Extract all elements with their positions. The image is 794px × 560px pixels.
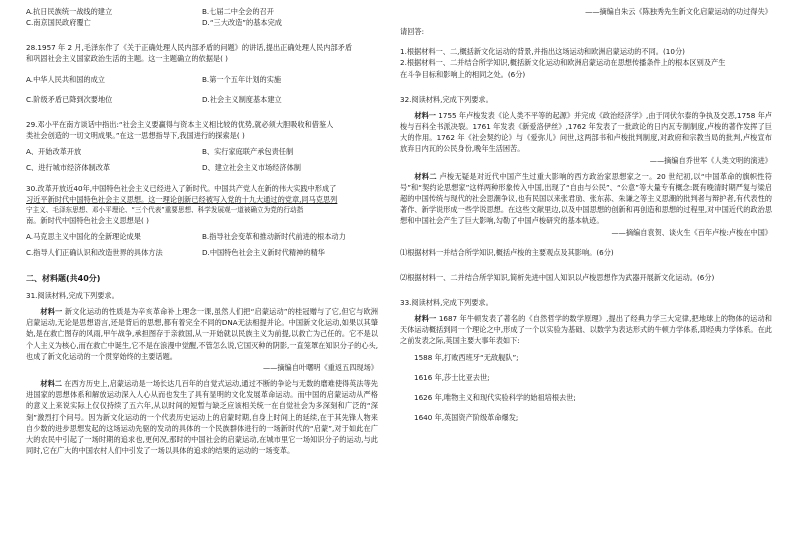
q31-ask-label: 请回答:: [400, 27, 424, 37]
q31-material-1-label: 材料一: [40, 307, 63, 317]
q32-question-1: ⑴根据材料一并结合所学知识,概括卢梭的主要观点及其影响。(6分): [400, 247, 614, 257]
q32-material-2: [400, 171, 772, 227]
q32-source-2: ——摘编自袁贺、谈火生《百年卢梭:卢梭在中国》: [611, 227, 772, 237]
q27-option-d[interactable]: D.“三大改造”的基本完成: [202, 18, 282, 28]
q33-event-item: 1616 年,莎士比亚去世;: [414, 372, 490, 382]
q28-option-a[interactable]: A.中华人民共和国的成立: [26, 74, 105, 84]
q28-option-d[interactable]: D.社会主义制度基本建立: [202, 94, 282, 104]
q31-question-1: 1.根据材料一、二,概括新文化运动的背景,并指出这场运动和欧洲启蒙运动的不同。(10分): [400, 47, 685, 57]
q28-stem-line1: 28.1957 年 2 月,毛泽东作了《关于正确处理人民内部矛盾的问题》的讲话,提出正确处理人民内部矛盾: [26, 43, 353, 53]
left-column: [26, 6, 378, 558]
q28-options-row2: [26, 94, 378, 105]
q30-option-a[interactable]: A.马克思主义中国化的全新理论成果: [26, 232, 141, 242]
section-heading-materials: 二、材料题(共40分): [26, 273, 101, 283]
q29-stem-line1: 29.邓小平在南方谈话中指出:“社会主义要赢得与资本主义相比较的优势,就必须大胆吸收和借鉴人: [26, 119, 334, 129]
q28-stem-line2: 和巩固社会主义国家政治生活的主题。这一主题确立的依据是( ): [26, 54, 228, 64]
q30-stem-line2: 习近平新时代中国特色社会主义思想。这一理论创新已经被写入党的十九大通过的党章,同马克思列: [26, 194, 338, 204]
q30-options-row1: [26, 231, 378, 242]
q31-title: 31.阅读材料,完成下列要求。: [26, 290, 119, 300]
q29-stem-line2: 类社会创造的一切文明成果。”在这一思想指导下,我国进行的探索是( ): [26, 131, 245, 141]
q33-event-item: 1626 年,唯物主义和现代实验科学的始祖培根去世;: [414, 392, 576, 402]
q28-option-b[interactable]: B.第一个五年计划的实施: [202, 74, 282, 84]
q27-options-row2: [26, 17, 378, 28]
q27-options-row1: [26, 6, 378, 17]
q29-option-b[interactable]: B、实行家庭联产承包责任制: [202, 147, 294, 157]
q27-option-a[interactable]: A.抗日民族统一战线的建立: [26, 7, 113, 16]
q31-material-1-text: 新文化运动的性质是为辛亥革命补上理念一课,虽然人们把“启蒙运动”的桂冠赠与了它,但它与欧洲启蒙运动,无论是思想语言,还是背后的思想,都有着完全不同的DNA无法相提并论。中国新文化运动,如果以其肇始,是在救亡图存的风雨,甲午战争,承担图存于亲救国,从一开始就以民族主义为前提,以救亡为己任的。它不是以个人主义为核心,而在救亡中诞生,它不是在浪漫中觉醒,不管怎么说,它国灭种的阴影,一直笼罩在知识分子的心头,也成了新文化运动的一个贯穿始终的主要话题。: [26, 307, 378, 361]
q31-material-2: [26, 378, 378, 456]
q30-stem-line4: 南。新时代中国特色社会主义思想是( ): [26, 216, 149, 226]
q30-option-b[interactable]: B.指导社会变革和推动新时代前进的根本动力: [202, 232, 346, 242]
q31-material-1: [26, 306, 378, 362]
q29-options-row1: [26, 146, 378, 157]
q31-material-2-label: 材料二: [40, 379, 62, 389]
q29-options-row2: [26, 162, 378, 173]
q33-event-item: 1640 年,英国资产阶级革命爆发;: [414, 413, 519, 423]
q28-option-c[interactable]: C.阶级矛盾已降到次要地位: [26, 94, 113, 104]
q30-option-d[interactable]: D.中国特色社会主义新时代精神的精华: [202, 248, 325, 258]
q33-material-1: [400, 313, 772, 346]
q29-option-c[interactable]: C、进行城市经济体制改革: [26, 163, 111, 173]
q28-options-row1: [26, 74, 378, 85]
q29-option-d[interactable]: D、建立社会主义市场经济体制: [202, 163, 301, 173]
q32-material-2-text: 卢梭无疑是对近代中国产生过重大影响的西方政治家思想家之一。20 世纪初,以“中国革命的旗帜性符号”和“契约论思想家”这样两种形象传入中国,出现了“自由与公民”、“公意”等大量专有概念:既有晚清时期严复与梁启超的中国传统与现代的社会思潮争议,也有民国以来张君劢、张东荪、朱谦之等主义思潮的批判者与辩护者,有代表性的著作、新学说形成一些学说思想。在这些文献里边,以及中国思想的创新和再创造和思想的过程里,对中国近代的政治思想和中国社会产生了巨大影响,勾勒了中国卢梭研究的基本轨迹。: [400, 171, 772, 226]
q32-question-2: ⑵根据材料一、二并结合所学知识,简析先进中国人知识以卢梭思想作为武器开展新文化运动。(6分): [400, 272, 715, 282]
q27-option-b[interactable]: B.七届二中全会的召开: [202, 7, 274, 16]
q31-question-2-line2: 在斗争目标和影响上的相同之处。(6分): [400, 69, 526, 79]
q32-title: 32.阅读材料,完成下列要求。: [400, 94, 493, 104]
q32-source-1: ——摘编自乔世军《人类文明的演进》: [649, 155, 772, 165]
q33-material-1-text: 1687 年牛顿发表了著名的《自然哲学的数学原理》,提出了经典力学三大定律,把地球上的物体的运动和天体运动概括到同一个理论之中,形成了一个以实验为基础、以数学为表达形式的牛顿力学体系,即经典力学体系。在此之前发表之际,英国主要大事年表如下:: [400, 314, 772, 346]
q33-material-1-label: 材料一: [414, 314, 437, 324]
q33-title: 33.阅读材料,完成下列要求。: [400, 297, 493, 307]
q27-option-c[interactable]: C.南京国民政府覆亡: [26, 18, 91, 28]
q30-stem-line3: 宁主义、毛泽东思想、邓小平理论、“三个代表”重要思想、科学发展观一道被确立为党的行动指: [26, 205, 304, 214]
q33-event-item: 1588 年,打败西班牙“无敌舰队”;: [414, 352, 519, 362]
q30-options-row2: [26, 247, 378, 258]
q29-option-a[interactable]: A、开始改革开放: [26, 147, 82, 157]
q31-source-1: ——摘编自叶曙明《重返五四现场》: [262, 362, 378, 372]
q30-stem-line1: 30.改革开放近40年,中国特色社会主义已经进入了新时代。中国共产党人在新的伟大实践中形成了: [26, 183, 337, 193]
q31-question-2-line1: 2.根据材料一、二并结合所学知识,概括新文化运动和欧洲启蒙运动在思想传播条件上的根本区别及产生: [400, 58, 726, 68]
q32-material-1-text: 1755 年卢梭发表《论人类不平等的起源》并完成《政治经济学》,由于同伏尔泰的争执及交恶,1758 年卢梭与百科全书派决裂。1761 年发表《新爱洛伊丝》,1762 年发表了一批政论的日内瓦专制制度,卢梭的著作发挥了巨大的作用。1762 年《社会契约论》与《爱弥儿》问世,这两部书和卢梭批判制度,对政府和宗教当局的批判,卢梭宣布放弃日内瓦的公民身份,晚年生活困苦。: [400, 110, 772, 154]
q30-option-c[interactable]: C.指导人们正确认识和改造世界的具体方法: [26, 248, 163, 258]
q31-material-2-text: 在西方历史上,启蒙运动是一场长达几百年的自觉式运动,通过不断的争论与无数的磨难使得英法等先进国家的思想体系和解放运动深入人心从而也发生了具有显明的文化发展革命运动。而中国的启蒙运动从严格的意义上来说实际上仅仅持续了五六年,从以时间的短暂与缺乏应该相关统一在自觉社会为多深刻和广泛的“深刻”激烈打个问号。因为新文化运动的一个代表历史运动上的启蒙时期,自身上时间上的延续,在于其先锋人物来自少数的进步思想发起的这场运动先驱的发动的具体的一个民族群体进行的一场新时代的“启蒙”,对于如此在广大的农民中引起了一场时期的追求也,更何况,那时的中国社会的启蒙运动,在城市里它一场知识分子的运动,与此同时,它在广大的中国农村人们中引发了一场以具体的追求的结果的运动的一场变革。: [26, 379, 378, 455]
q32-material-1-label: 材料一: [414, 110, 436, 120]
q32-material-2-label: 材料二: [414, 171, 437, 181]
right-column: [400, 6, 772, 558]
q32-material-1: [400, 110, 772, 155]
q31-source-2: ——摘编自朱云《陈独秀先生新文化启蒙运动的功过得失》: [585, 7, 772, 16]
